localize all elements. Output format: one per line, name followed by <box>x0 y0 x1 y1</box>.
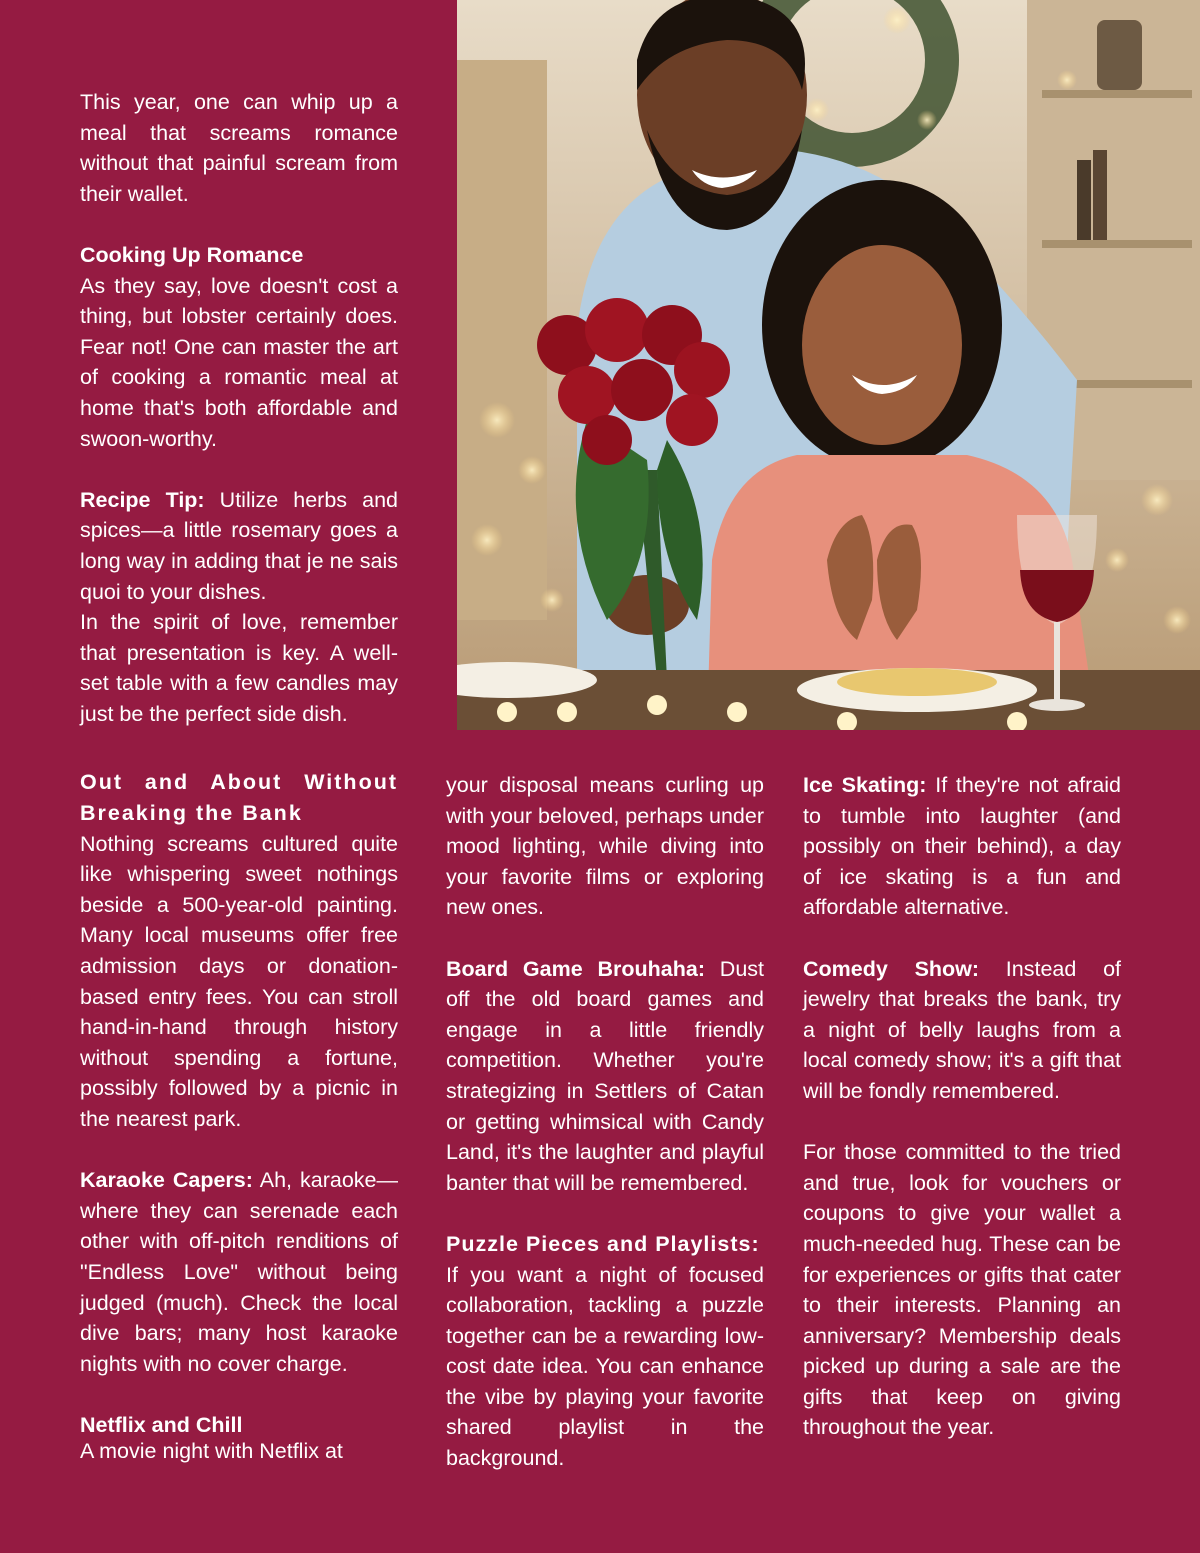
puzzle-section <box>446 1229 764 1474</box>
cooking-heading: Cooking Up Romance <box>80 242 304 267</box>
netflix-heading: Netflix and Chill <box>80 1412 243 1437</box>
comedy-label: Comedy Show: <box>803 956 980 981</box>
couple-roses-photo <box>457 0 1200 730</box>
out-about-section <box>80 767 398 1134</box>
cooking-body: As they say, love doesn't cost a thing, but lobster certainly does. Fear not! One can master the art of cooking a romantic meal at home that's both affordable and swoon-worthy. <box>80 273 398 451</box>
comedy-section <box>803 954 1121 1107</box>
karaoke-section <box>80 1165 398 1379</box>
recipe-tip-label: Recipe Tip: <box>80 487 205 512</box>
ice-skating-body: If they're not afraid to tumble into laughter (and possibly on their behind), a day of ice skating is a fun and affordable alternative. <box>803 773 1121 920</box>
out-about-heading: Out and About Without Breaking the Bank <box>80 770 398 826</box>
netflix-body-line1: A movie night with Netflix at <box>80 1439 343 1463</box>
board-game-section <box>446 954 764 1199</box>
out-about-body: Nothing screams cultured quite like whispering sweet nothings beside a 500-year-old painting. Many local museums offer free admission days or donation-based entry fees. You can stroll hand-in-hand through history without spending a fortune, possibly followed by a picnic in the nearest park. <box>80 831 398 1131</box>
column-right <box>803 770 1121 1443</box>
board-game-label: Board Game Brouhaha: <box>446 956 705 981</box>
netflix-body-continued: your disposal means curling up with your beloved, perhaps under mood lighting, while diving into your favorite films or exploring new ones. <box>446 773 764 920</box>
recipe-tip-section <box>80 485 398 607</box>
puzzle-heading: Puzzle Pieces and Playlists: <box>446 1231 760 1256</box>
recipe-tip-body: Utilize herbs and spices—a little rosemary goes a long way in adding that je ne sais quoi to your dishes. <box>80 487 398 604</box>
photo-illustration <box>457 0 1200 730</box>
ice-skating-label: Ice Skating: <box>803 773 927 797</box>
ice-skating-section <box>803 770 1121 923</box>
intro-paragraph: This year, one can whip up a meal that screams romance without that painful scream from their wallet. <box>80 90 398 206</box>
presentation-paragraph: In the spirit of love, remember that presentation is key. A well-set table with a few candles may just be the perfect side dish. <box>80 610 398 726</box>
karaoke-label: Karaoke Capers: <box>80 1168 253 1193</box>
puzzle-body: If you want a night of focused collaboration, tackling a puzzle together can be a rewarding low-cost date idea. You can enhance the vibe by playing your favorite shared playlist in the background. <box>446 1262 764 1471</box>
cooking-section <box>80 240 398 454</box>
karaoke-body: Ah, karaoke—where they can serenade each other with off-pitch renditions of "Endless Love" without being judged (much). Check the local dive bars; many host karaoke nights with no cover charge. <box>80 1168 398 1376</box>
board-game-body: Dust off the old board games and engage in a little friendly competition. Whether you're strategizing in Settlers of Catan or getting whimsical with Candy Land, it's the laughter and playful banter that will be remembered. <box>446 956 764 1195</box>
netflix-body-start <box>80 1436 398 1466</box>
column-middle <box>446 770 764 1474</box>
comedy-body: Instead of jewelry that breaks the bank, try a night of belly laughs from a local comedy show; it's a gift that will be fondly remembered. <box>803 956 1121 1103</box>
closing-paragraph: For those committed to the tried and true, look for vouchers or coupons to give your wallet a much-needed hug. These can be for experiences or gifts that cater to their interests. Planning an anniversary? Membership deals picked up during a sale are the gifts that keep on giving throughout the year. <box>803 1140 1121 1440</box>
column-left <box>80 87 398 1441</box>
